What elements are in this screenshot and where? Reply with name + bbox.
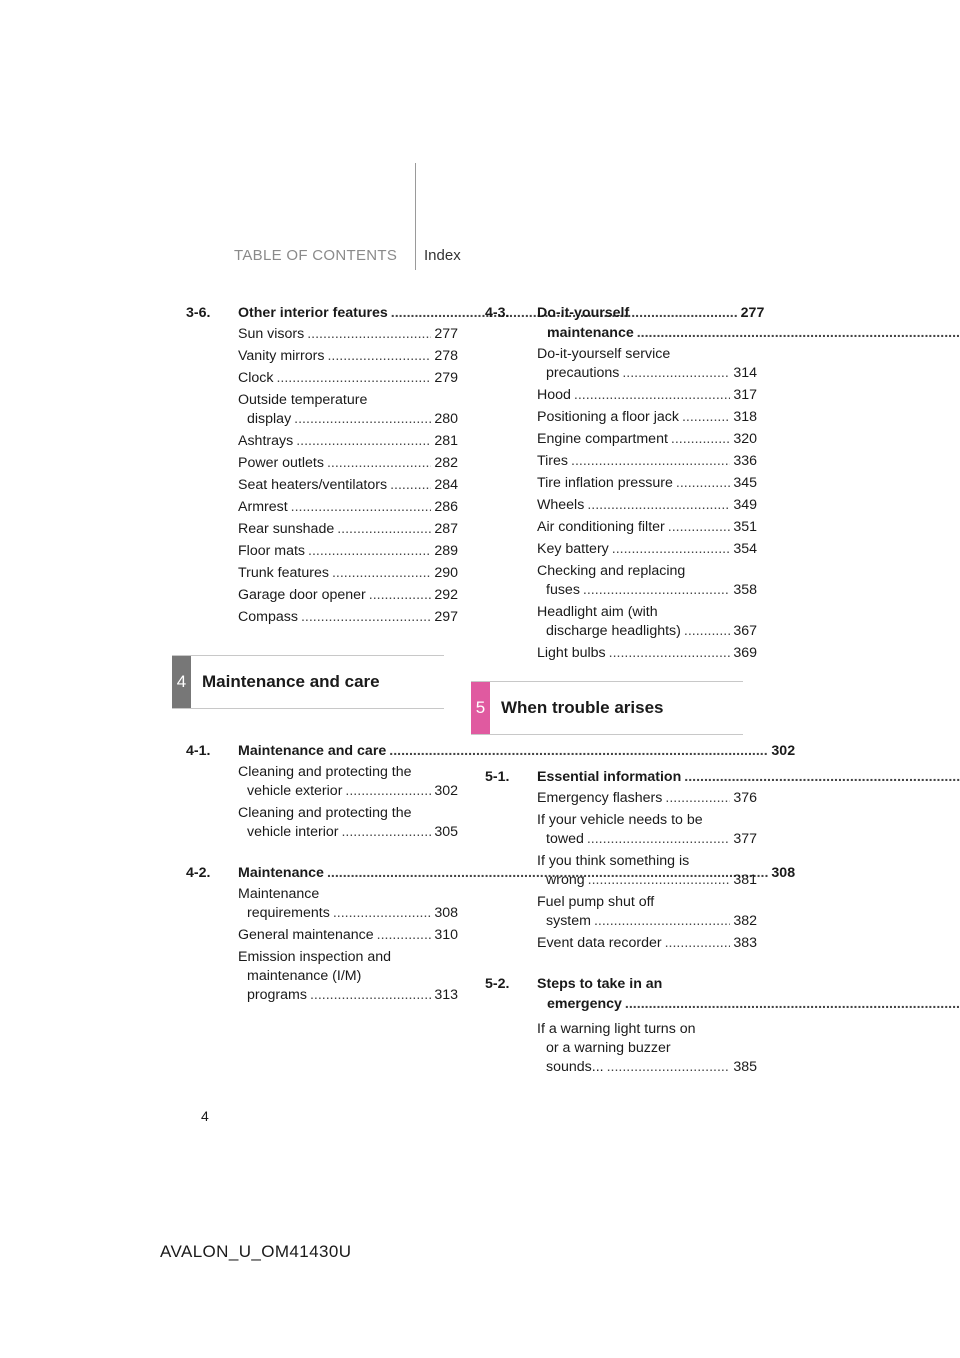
toc-entry[interactable]	[537, 496, 757, 515]
toc-entry[interactable]	[537, 452, 757, 471]
section-3-6-entries	[186, 325, 458, 627]
chapter-4-title: Maintenance and care	[202, 672, 380, 691]
section-4-1-entries	[186, 763, 458, 842]
section-number: 5-2.	[485, 976, 510, 992]
entry-text: Compass	[238, 609, 298, 625]
entry-page: 305	[434, 824, 458, 840]
section-5-2-entries	[485, 1020, 757, 1077]
toc-entry[interactable]	[238, 564, 458, 583]
entry-text: Key battery	[537, 541, 609, 557]
toc-entry[interactable]	[238, 948, 458, 1005]
entry-text: display	[247, 411, 292, 427]
entry-text: Headlight aim (with	[537, 604, 658, 620]
entry-page: 277	[434, 326, 458, 342]
entry-page: 318	[733, 409, 757, 425]
section-title: Maintenance and care	[238, 743, 387, 759]
toc-entry[interactable]	[537, 852, 757, 890]
entry-text: Tires	[537, 453, 569, 469]
toc-entry[interactable]	[238, 325, 458, 344]
entry-page: 289	[434, 543, 458, 559]
toc-entry[interactable]	[238, 926, 458, 945]
toc-entry[interactable]	[537, 1020, 757, 1077]
entry-page: 382	[733, 913, 757, 929]
entry-text: Air conditioning filter	[537, 519, 665, 535]
section-4-3[interactable]	[485, 303, 757, 343]
entry-text: programs	[247, 987, 307, 1003]
section-number: 4-1.	[186, 743, 211, 759]
entry-page: 302	[434, 783, 458, 799]
toc-entry[interactable]	[238, 520, 458, 539]
toc-entry[interactable]	[537, 893, 757, 931]
entry-text: Clock	[238, 370, 274, 386]
entry-text: Engine compartment	[537, 431, 668, 447]
entry-page: 290	[434, 565, 458, 581]
entry-text: system	[546, 913, 591, 929]
entry-text: If your vehicle needs to be	[537, 812, 703, 828]
entry-page: 358	[733, 582, 757, 598]
entry-text: Vanity mirrors	[238, 348, 325, 364]
toc-entry[interactable]	[537, 562, 757, 600]
entry-page: 354	[733, 541, 757, 557]
toc-entry[interactable]	[537, 811, 757, 849]
toc-entry[interactable]	[238, 432, 458, 451]
entry-text: fuses	[546, 582, 580, 598]
entry-page: 377	[733, 831, 757, 847]
section-4-3-entries	[485, 345, 757, 663]
entry-page: 351	[733, 519, 757, 535]
entry-text: Armrest	[238, 499, 288, 515]
section-4-1[interactable]	[186, 741, 796, 761]
entry-text: Wheels	[537, 497, 585, 513]
toc-right-column	[475, 303, 757, 1080]
entry-text: Cleaning and protecting the	[238, 805, 412, 821]
entry-text: Rear sunshade	[238, 521, 335, 537]
section-number: 3-6.	[186, 305, 211, 321]
entry-text: towed	[546, 831, 584, 847]
toc-entry[interactable]	[537, 430, 757, 449]
section-5-1[interactable]	[485, 767, 757, 787]
nav-table-of-contents-link[interactable]: TABLE OF CONTENTS	[234, 247, 398, 264]
entry-page: 282	[434, 455, 458, 471]
entry-text: wrong	[546, 872, 585, 888]
entry-text: discharge headlights)	[546, 623, 681, 639]
section-title: Other interior features	[238, 305, 388, 321]
entry-text: Emergency flashers	[537, 790, 663, 806]
entry-text: Positioning a floor jack	[537, 409, 679, 425]
toc-entry[interactable]	[537, 474, 757, 493]
entry-text: Cleaning and protecting the	[238, 764, 412, 780]
toc-entry[interactable]	[238, 369, 458, 388]
entry-text: Event data recorder	[537, 935, 662, 951]
toc-entry[interactable]	[537, 934, 757, 953]
entry-page: 278	[434, 348, 458, 364]
chapter-5-tab: 5	[471, 682, 490, 734]
entry-text: Tire inflation pressure	[537, 475, 673, 491]
chapter-4-tab: 4	[172, 656, 191, 708]
toc-entry[interactable]	[537, 603, 757, 641]
section-title-cont: maintenance	[547, 325, 634, 341]
toc-entry[interactable]	[238, 885, 458, 923]
toc-entry[interactable]	[238, 586, 458, 605]
entry-page: 345	[733, 475, 757, 491]
entry-text: Do-it-yourself service	[537, 346, 671, 362]
entry-text: Emission inspection and	[238, 949, 391, 965]
toc-entry[interactable]	[238, 498, 458, 517]
entry-text: If a warning light turns on	[537, 1021, 696, 1037]
entry-text: Floor mats	[238, 543, 306, 559]
nav-index-link[interactable]: Index	[424, 247, 461, 264]
entry-page: 383	[733, 935, 757, 951]
entry-page: 287	[434, 521, 458, 537]
entry-page: 336	[733, 453, 757, 469]
entry-text: Seat heaters/ventilators	[238, 477, 388, 493]
entry-text: vehicle interior	[247, 824, 339, 840]
entry-text: Ashtrays	[238, 433, 294, 449]
entry-page: 317	[733, 387, 757, 403]
toc-entry[interactable]	[537, 644, 757, 663]
entry-page: 367	[733, 623, 757, 639]
entry-text: requirements	[247, 905, 330, 921]
toc-entry[interactable]	[238, 391, 458, 429]
entry-text: Checking and replacing	[537, 563, 686, 579]
entry-page: 320	[733, 431, 757, 447]
toc-entry[interactable]	[238, 763, 458, 801]
section-title: Steps to take in an	[537, 976, 663, 992]
toc-entry[interactable]	[537, 789, 757, 808]
toc-entry[interactable]	[238, 347, 458, 366]
entry-text: Trunk features	[238, 565, 329, 581]
document-code: AVALON_U_OM41430U	[160, 1242, 352, 1261]
entry-text: vehicle exterior	[247, 783, 343, 799]
section-title: Maintenance	[238, 865, 324, 881]
chapter-5-header[interactable]	[471, 681, 743, 735]
section-page: 277	[740, 305, 765, 321]
entry-page: 314	[733, 365, 757, 381]
entry-text: Light bulbs	[537, 645, 606, 661]
entry-page: 280	[434, 411, 458, 427]
entry-text: Outside temperature	[238, 392, 368, 408]
entry-page: 385	[733, 1059, 757, 1075]
entry-page: 281	[434, 433, 458, 449]
chapter-4-header[interactable]	[172, 655, 444, 709]
entry-page: 308	[434, 905, 458, 921]
section-number: 4-2.	[186, 865, 211, 881]
entry-text: Sun visors	[238, 326, 305, 342]
toc-entry[interactable]	[238, 454, 458, 473]
toc-entry[interactable]	[537, 518, 757, 537]
entry-text: If you think something is	[537, 853, 690, 869]
chapter-5-title: When trouble arises	[501, 698, 664, 717]
toc-entry[interactable]	[238, 476, 458, 495]
entry-page: 349	[733, 497, 757, 513]
entry-text: maintenance (I/M)	[247, 968, 362, 984]
entry-text: Fuel pump shut off	[537, 894, 655, 910]
section-title-cont: emergency	[547, 996, 622, 1012]
section-5-1-entries	[485, 789, 757, 953]
entry-text: sounds...	[546, 1059, 604, 1075]
entry-page: 376	[733, 790, 757, 806]
entry-text: Hood	[537, 387, 571, 403]
section-number: 4-3.	[485, 305, 510, 321]
entry-page: 369	[733, 645, 757, 661]
entry-text: or a warning buzzer	[546, 1040, 671, 1056]
entry-page: 297	[434, 609, 458, 625]
section-page: 308	[771, 865, 796, 881]
entry-text: Garage door opener	[238, 587, 366, 603]
toc-entry[interactable]	[238, 804, 458, 842]
section-number: 5-1.	[485, 769, 510, 785]
entry-page: 284	[434, 477, 458, 493]
entry-text: precautions	[546, 365, 620, 381]
toc-entry[interactable]	[537, 540, 757, 559]
header-divider	[415, 163, 416, 270]
entry-text: Maintenance	[238, 886, 320, 902]
entry-page: 310	[434, 927, 458, 943]
page-number: 4	[201, 1108, 209, 1124]
entry-page: 313	[434, 987, 458, 1003]
toc-entry[interactable]	[537, 345, 757, 383]
entry-text: Power outlets	[238, 455, 324, 471]
section-5-2[interactable]	[485, 974, 757, 1014]
entry-page: 286	[434, 499, 458, 515]
toc-entry[interactable]	[537, 408, 757, 427]
entry-page: 279	[434, 370, 458, 386]
entry-page: 381	[733, 872, 757, 888]
toc-entry[interactable]	[238, 542, 458, 561]
entry-page: 292	[434, 587, 458, 603]
entry-text: General maintenance	[238, 927, 374, 943]
toc-entry[interactable]	[238, 608, 458, 627]
section-4-2-entries	[186, 885, 458, 1005]
section-title: Essential information	[537, 769, 682, 785]
section-page: 302	[771, 743, 796, 759]
toc-entry[interactable]	[537, 386, 757, 405]
section-title: Do-it-yourself	[537, 305, 630, 321]
